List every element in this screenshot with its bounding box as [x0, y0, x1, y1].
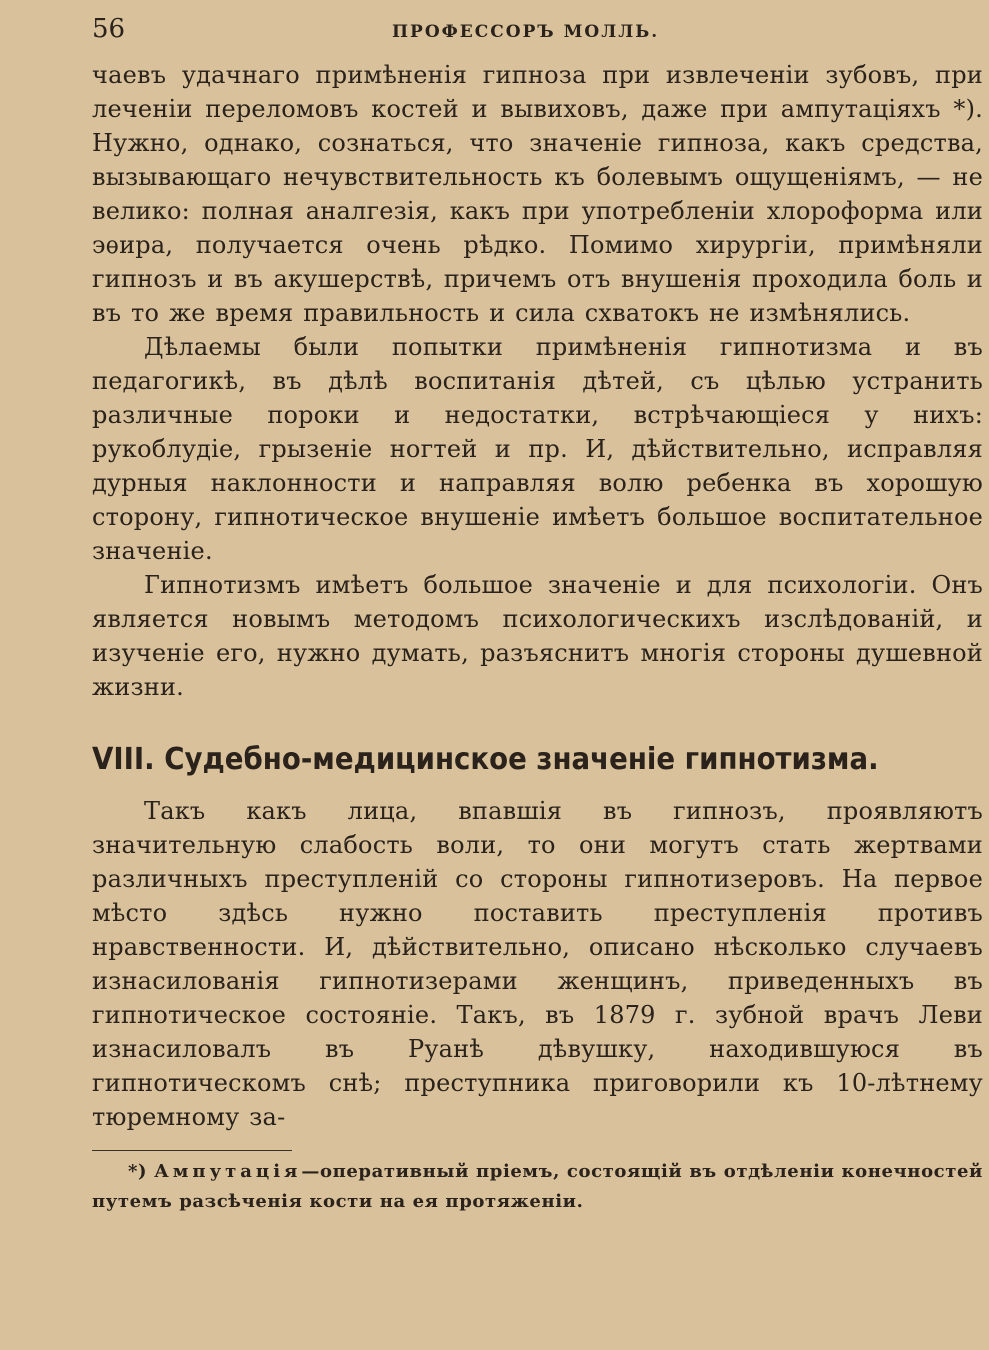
footnote	[92, 1157, 983, 1217]
page-number: 56	[92, 14, 126, 44]
page-header	[92, 14, 983, 58]
footnote-divider	[92, 1150, 292, 1151]
paragraph-3: Гипнотизмъ имѣетъ большое значеніе и для психологіи. Онъ является новымъ методомъ психологическихъ изслѣдованій, и изученіе его, нужно думать, разъяснитъ многія стороны душевной жизни.	[92, 571, 983, 701]
footnote-term: Ампутація	[154, 1161, 302, 1182]
chapter-paragraph: Такъ какъ лица, впавшія въ гипнозъ, проявляютъ значительную слабость воли, то они могутъ стать жертвами различныхъ преступленій со стороны гипнотизеровъ. На первое мѣсто здѣсь нужно поставить преступленія противъ нравственности. И, дѣйствительно, описано нѣсколько случаевъ изнасилованія гипнотизерами женщинъ, приведенныхъ въ гипнотическое состояніе. Такъ, въ 1879 г. зубной врачъ Леви изнасиловалъ въ Руанѣ дѣвушку, находившуюся въ гипнотическомъ снѣ; преступника приговорили къ 10-лѣтнему тюремному за-	[92, 797, 983, 1131]
chapter-heading: VIII. Судебно-медицинское значеніе гипнотизма.	[92, 742, 879, 777]
paragraph-2: Дѣлаемы были попытки примѣненія гипнотизма и въ педагогикѣ, въ дѣлѣ воспитанія дѣтей, съ цѣлью устранить различные пороки и недостатки, встрѣчающіеся у нихъ: рукоблудіе, грызеніе ногтей и пр. И, дѣйствительно, исправляя дурныя наклонности и направляя волю ребенка въ хорошую сторону, гипнотическое внушеніе имѣетъ большое воспитательное значеніе.	[92, 333, 983, 565]
footnote-text: —оперативный пріемъ, состоящій въ отдѣленіи конечностей путемъ разсѣченія кости на ея протяженіи.	[92, 1161, 983, 1212]
footnote-marker: *)	[128, 1161, 148, 1182]
running-title: ПРОФЕССОРЪ МОЛЛЬ.	[392, 22, 660, 42]
paragraph-1: чаевъ удачнаго примѣненія гипноза при извлеченіи зубовъ, при леченіи переломовъ костей и вывиховъ, даже при ампутаціяхъ *). Нужно, однако, сознаться, что значеніе гипноза, какъ средства, вызывающаго нечувствительность къ болевымъ ощущеніямъ, — не велико: полная аналгезія, какъ при употребленіи хлороформа или эѳира, получается очень рѣдко. Помимо хирургіи, примѣняли гипнозъ и въ акушерствѣ, причемъ отъ внушенія проходила боль и въ то же время правильность и сила схватокъ не измѣнялись.	[92, 61, 983, 327]
